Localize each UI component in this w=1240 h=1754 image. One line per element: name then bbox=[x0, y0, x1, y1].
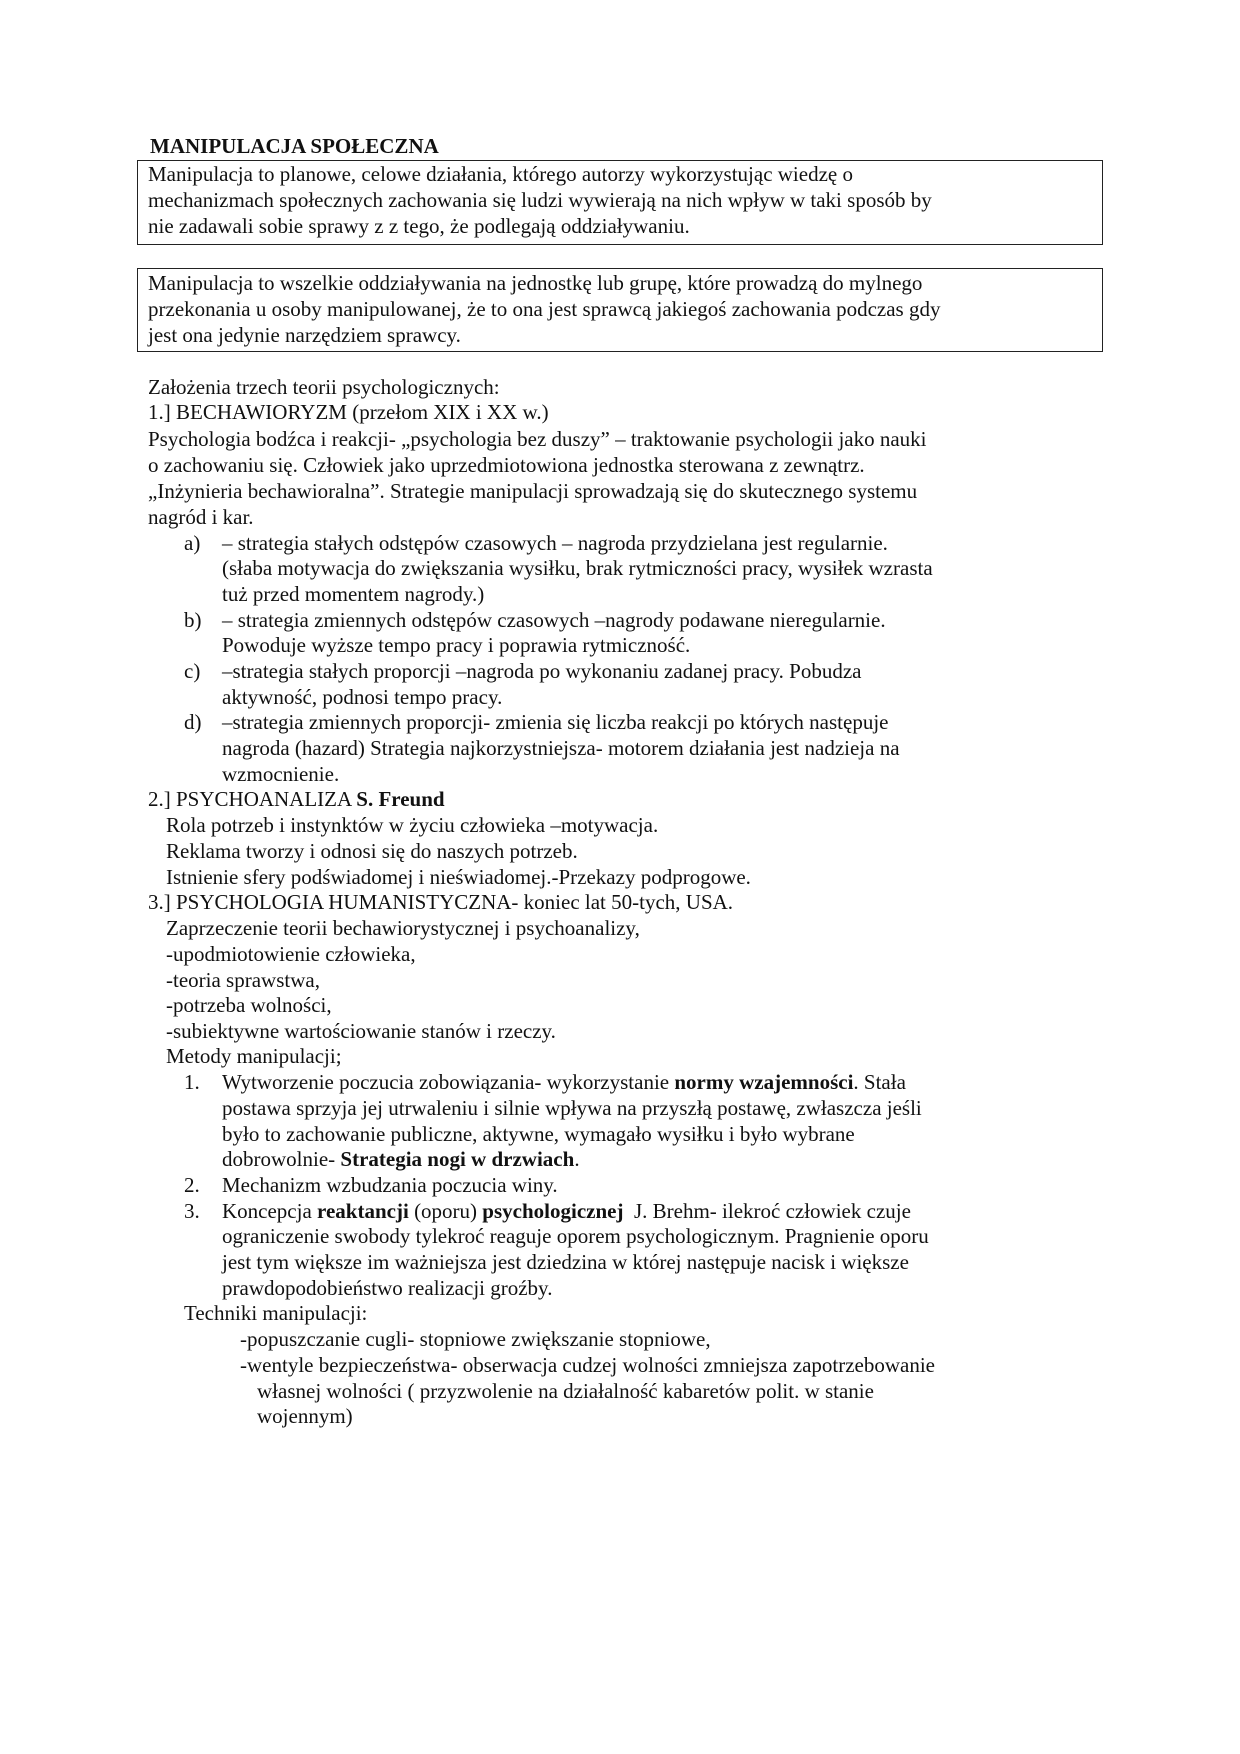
section-1-text: Psychologia bodźca i reakcji- „psychologia bez duszy” – traktowanie psychologii jako nauki bbox=[148, 427, 927, 451]
bold-term: Strategia nogi w drzwiach bbox=[340, 1147, 575, 1171]
method-1-line bbox=[222, 1147, 580, 1171]
method-3-line: ograniczenie swobody tylekroć reaguje oporem psychologicznym. Pragnienie oporu bbox=[222, 1224, 929, 1248]
intro-text: Założenia trzech teorii psychologicznych: bbox=[148, 375, 500, 399]
list-item-line: wzmocnienie. bbox=[222, 762, 340, 786]
section-3-line: Zaprzeczenie teorii bechawiorystycznej i psychoanalizy, bbox=[166, 916, 640, 940]
technique-line: -popuszczanie cugli- stopniowe zwiększanie stopniowe, bbox=[240, 1327, 711, 1351]
text-run: dobrowolnie- bbox=[222, 1147, 341, 1171]
text-run: . Stała bbox=[853, 1070, 906, 1094]
section-3-line: -potrzeba wolności, bbox=[166, 993, 332, 1017]
text-run: . bbox=[574, 1147, 580, 1171]
section-2-line: Rola potrzeb i instynktów w życiu człowieka –motywacja. bbox=[166, 813, 659, 837]
bold-term: reaktancji bbox=[317, 1199, 409, 1223]
section-1-text: nagród i kar. bbox=[148, 505, 254, 529]
method-marker: 2. bbox=[184, 1173, 200, 1197]
definition-1-line: Manipulacja to planowe, celowe działania, którego autorzy wykorzystując wiedzę o bbox=[148, 162, 853, 186]
definition-2-line: Manipulacja to wszelkie oddziaływania na jednostkę lub grupę, które prowadzą do mylnego bbox=[148, 271, 923, 295]
list-marker: c) bbox=[184, 659, 201, 683]
section-3-line: Metody manipulacji; bbox=[166, 1044, 342, 1068]
bold-term: psychologicznej bbox=[482, 1199, 624, 1223]
technique-line: -wentyle bezpieczeństwa- obserwacja cudzej wolności zmniejsza zapotrzebowanie bbox=[240, 1353, 935, 1377]
method-1-line bbox=[222, 1070, 906, 1094]
section-2-title: 2.] PSYCHOANALIZA bbox=[148, 787, 357, 811]
method-marker: 3. bbox=[184, 1199, 200, 1223]
section-3-line: -subiektywne wartościowanie stanów i rzeczy. bbox=[166, 1019, 556, 1043]
definition-1-line: nie zadawali sobie sprawy z z tego, że podlegają oddziaływaniu. bbox=[148, 214, 690, 238]
document-title: MANIPULACJA SPOŁECZNA bbox=[150, 134, 439, 158]
definition-2-line: jest ona jedynie narzędziem sprawcy. bbox=[148, 323, 461, 347]
section-1-text: „Inżynieria bechawioralna”. Strategie manipulacji sprowadzają się do skutecznego systemu bbox=[148, 479, 918, 503]
list-item-line: – strategia zmiennych odstępów czasowych –nagrody podawane nieregularnie. bbox=[222, 608, 886, 632]
section-2-heading bbox=[148, 787, 445, 811]
text-run: Wytworzenie poczucia zobowiązania- wykorzystanie bbox=[222, 1070, 675, 1094]
bold-term: normy wzajemności bbox=[674, 1070, 854, 1094]
list-marker: d) bbox=[184, 710, 202, 734]
list-item-line: (słaba motywacja do zwiększania wysiłku, brak rytmiczności pracy, wysiłek wzrasta bbox=[222, 556, 933, 580]
section-1-text: o zachowaniu się. Człowiek jako uprzedmiotowiona jednostka sterowana z zewnątrz. bbox=[148, 453, 865, 477]
section-2-line: Reklama tworzy i odnosi się do naszych potrzeb. bbox=[166, 839, 578, 863]
list-marker: a) bbox=[184, 531, 201, 555]
method-1-line: było to zachowanie publiczne, aktywne, wymagało wysiłku i było wybrane bbox=[222, 1122, 855, 1146]
section-3-line: -upodmiotowienie człowieka, bbox=[166, 942, 416, 966]
list-item-line: –strategia zmiennych proporcji- zmienia się liczba reakcji po których następuje bbox=[222, 710, 889, 734]
section-1-heading: 1.] BECHAWIORYZM (przełom XIX i XX w.) bbox=[148, 400, 549, 424]
technique-line: własnej wolności ( przyzwolenie na działalność kabaretów polit. w stanie bbox=[257, 1379, 874, 1403]
techniques-label: Techniki manipulacji: bbox=[184, 1301, 368, 1325]
list-item-line: nagroda (hazard) Strategia najkorzystniejsza- motorem działania jest nadzieja na bbox=[222, 736, 900, 760]
list-item-line: tuż przed momentem nagrody.) bbox=[222, 582, 485, 606]
section-2-line: Istnienie sfery podświadomej i nieświadomej.-Przekazy podprogowe. bbox=[166, 865, 751, 889]
list-item-line: Powoduje wyższe tempo pracy i poprawia rytmiczność. bbox=[222, 633, 691, 657]
method-marker: 1. bbox=[184, 1070, 200, 1094]
list-item-line: – strategia stałych odstępów czasowych – nagroda przydzielana jest regularnie. bbox=[222, 531, 888, 555]
definition-1-line: mechanizmach społecznych zachowania się ludzi wywierają na nich wpływ w taki sposób by bbox=[148, 188, 932, 212]
list-item-line: aktywność, podnosi tempo pracy. bbox=[222, 685, 503, 709]
list-marker: b) bbox=[184, 608, 202, 632]
section-2-author: S. Freund bbox=[356, 787, 445, 811]
method-3-line: jest tym większe im ważniejsza jest dziedzina w której następuje nacisk i większe bbox=[222, 1250, 909, 1274]
definition-2-line: przekonania u osoby manipulowanej, że to ona jest sprawcą jakiegoś zachowania podczas gdy bbox=[148, 297, 941, 321]
method-3-line: prawdopodobieństwo realizacji groźby. bbox=[222, 1276, 553, 1300]
section-3-line: -teoria sprawstwa, bbox=[166, 968, 320, 992]
text-run: Koncepcja bbox=[222, 1199, 318, 1223]
text-run: (oporu) bbox=[408, 1199, 483, 1223]
method-3-line bbox=[222, 1199, 911, 1223]
list-item-line: –strategia stałych proporcji –nagroda po wykonaniu zadanej pracy. Pobudza bbox=[222, 659, 862, 683]
method-1-line: postawa sprzyja jej utrwaleniu i silnie wpływa na przyszłą postawę, zwłaszcza jeśli bbox=[222, 1096, 922, 1120]
method-2-line: Mechanizm wzbudzania poczucia winy. bbox=[222, 1173, 558, 1197]
section-3-heading: 3.] PSYCHOLOGIA HUMANISTYCZNA- koniec lat 50-tych, USA. bbox=[148, 890, 734, 914]
text-run: J. Brehm- ilekroć człowiek czuje bbox=[623, 1199, 911, 1223]
technique-line: wojennym) bbox=[257, 1404, 353, 1428]
